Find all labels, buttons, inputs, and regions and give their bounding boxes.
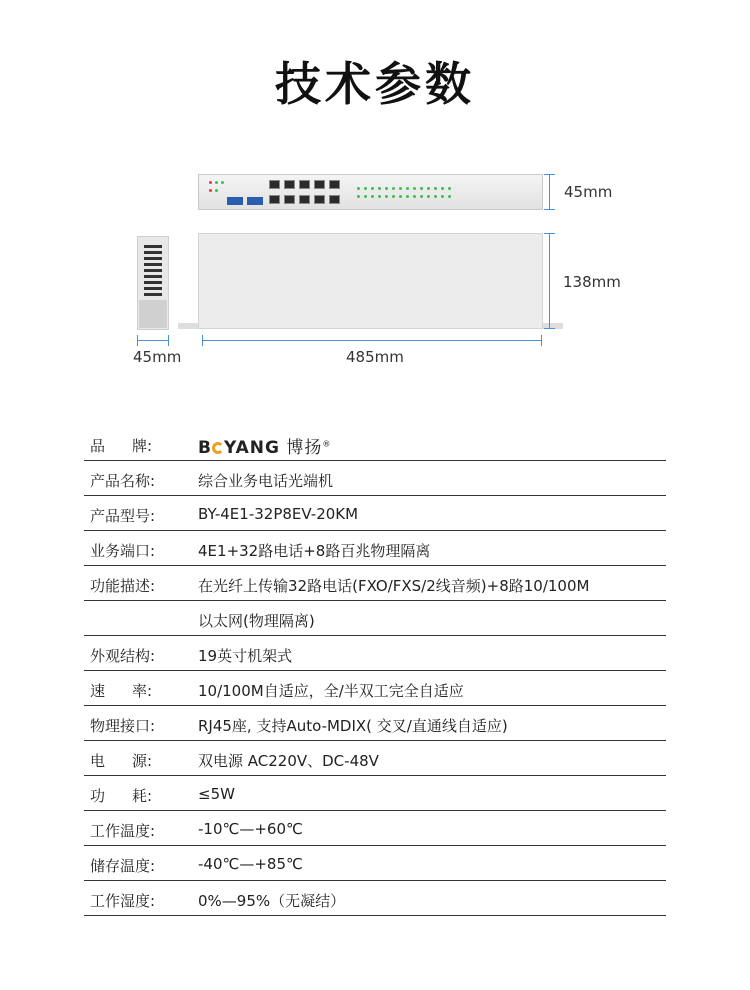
- depth-label: 138mm: [563, 273, 621, 291]
- spec-label-char: 品: [90, 437, 106, 455]
- status-led: [215, 181, 218, 184]
- spec-label-char: 源:: [131, 752, 152, 770]
- status-led: [378, 187, 381, 190]
- vent-slot: [144, 269, 162, 272]
- spec-value: 0%—95%（无凝结）: [198, 892, 346, 910]
- status-led: [420, 187, 423, 190]
- vent-slot: [144, 281, 162, 284]
- spec-value: 4E1+32路电话+8路百兆物理隔离: [198, 542, 431, 560]
- spec-row: [84, 566, 666, 601]
- spec-row: [84, 496, 666, 531]
- spec-value: RJ45座, 支持Auto-MDIX( 交叉/直通线自适应): [198, 717, 508, 735]
- spec-label-char: 功: [90, 787, 106, 805]
- rj45-port: [299, 195, 310, 204]
- dimension-tick: [544, 209, 555, 210]
- rj45-port: [269, 195, 280, 204]
- spec-value: -10℃—+60℃: [198, 820, 303, 838]
- spec-value: BY-4E1-32P8EV-20KM: [198, 505, 359, 523]
- dimension-tick: [544, 233, 555, 234]
- status-led: [413, 187, 416, 190]
- device-top-view: [198, 233, 543, 329]
- status-led: [209, 181, 212, 184]
- vent-slot: [144, 263, 162, 266]
- status-led: [392, 187, 395, 190]
- spec-row: [84, 741, 666, 776]
- brand-logo-text: B: [198, 438, 212, 458]
- dimension-tick: [544, 328, 555, 329]
- status-led: [357, 195, 360, 198]
- rj45-port: [314, 180, 325, 189]
- spec-label: [90, 785, 152, 806]
- side-width-label: 45mm: [133, 348, 182, 366]
- rj45-port: [284, 195, 295, 204]
- status-led: [413, 195, 416, 198]
- front-height-label: 45mm: [564, 183, 613, 201]
- status-led: [364, 195, 367, 198]
- vent-slot: [144, 245, 162, 248]
- vent-slot: [144, 257, 162, 260]
- dimension-tick: [168, 335, 169, 346]
- spec-value: ≤5W: [198, 785, 235, 803]
- spec-row-brand: [84, 426, 666, 461]
- rj45-port: [299, 180, 310, 189]
- spec-label: 储存温度:: [90, 857, 156, 875]
- rj45-port: [329, 180, 340, 189]
- spec-label: 工作温度:: [90, 822, 156, 840]
- spec-row: [84, 636, 666, 671]
- spec-row: [84, 671, 666, 706]
- registered-mark: ®: [322, 439, 332, 449]
- page-title: 技术参数: [275, 57, 475, 111]
- dimension-tick: [202, 335, 203, 346]
- spec-label: 工作湿度:: [90, 892, 156, 910]
- sfp-port: [227, 197, 243, 205]
- status-led: [434, 187, 437, 190]
- status-led: [364, 187, 367, 190]
- spec-value: -40℃—+85℃: [198, 855, 303, 873]
- spec-value: 以太网(物理隔离): [198, 612, 315, 630]
- spec-label: 产品名称:: [90, 472, 156, 490]
- status-led: [434, 195, 437, 198]
- status-led: [427, 187, 430, 190]
- spec-value: 在光纤上传输32路电话(FXO/FXS/2线音频)+8路10/100M: [198, 577, 590, 595]
- brand-logo-text: YANG: [223, 438, 280, 458]
- spec-row: [84, 461, 666, 496]
- dimension-line: [137, 340, 169, 341]
- status-led: [221, 181, 224, 184]
- vent-slot: [144, 293, 162, 296]
- spec-row: [84, 881, 666, 916]
- status-led: [378, 195, 381, 198]
- width-label: 485mm: [346, 348, 404, 366]
- spec-label: 业务端口:: [90, 542, 156, 560]
- spec-value: 综合业务电话光端机: [198, 472, 334, 490]
- spec-row: [84, 811, 666, 846]
- status-led: [371, 187, 374, 190]
- status-led: [420, 195, 423, 198]
- status-led: [406, 187, 409, 190]
- spec-label-char: 电: [90, 752, 106, 770]
- vent-slot: [144, 287, 162, 290]
- spec-label: 产品型号:: [90, 507, 156, 525]
- status-led: [209, 189, 212, 192]
- status-led: [448, 195, 451, 198]
- mounting-ear: [139, 300, 167, 328]
- spec-label-char: 耗:: [131, 787, 152, 805]
- spec-label: [90, 680, 152, 701]
- dimension-line: [202, 340, 542, 341]
- rj45-port: [329, 195, 340, 204]
- brand-logo-mark: [212, 442, 224, 454]
- spec-label-char: 速: [90, 682, 106, 700]
- spec-value: 双电源 AC220V、DC-48V: [198, 752, 379, 770]
- status-led: [371, 195, 374, 198]
- spec-label-char: 率:: [131, 682, 152, 700]
- status-led: [448, 187, 451, 190]
- vent-slot: [144, 251, 162, 254]
- spec-label: [90, 435, 152, 456]
- status-led: [357, 187, 360, 190]
- status-led: [427, 195, 430, 198]
- status-led: [215, 189, 218, 192]
- status-led: [406, 195, 409, 198]
- spec-row: [84, 531, 666, 566]
- status-led: [399, 195, 402, 198]
- dimension-tick: [137, 335, 138, 346]
- brand-logo: [198, 433, 331, 458]
- rj45-port: [284, 180, 295, 189]
- spec-row: [84, 601, 666, 636]
- spec-row: [84, 846, 666, 881]
- vent-slot: [144, 275, 162, 278]
- rj45-port: [269, 180, 280, 189]
- spec-row: [84, 776, 666, 811]
- spec-label: 外观结构:: [90, 647, 156, 665]
- rj45-port: [314, 195, 325, 204]
- status-led: [441, 187, 444, 190]
- dimension-line: [549, 174, 550, 210]
- spec-value: 19英寸机架式: [198, 647, 293, 665]
- status-led: [385, 195, 388, 198]
- spec-label: 物理接口:: [90, 717, 156, 735]
- spec-label: 功能描述:: [90, 577, 156, 595]
- spec-label-char: 牌:: [131, 437, 152, 455]
- sfp-port: [247, 197, 263, 205]
- brand-chinese-name: 博扬: [286, 438, 323, 458]
- spec-label: [90, 750, 152, 771]
- status-led: [392, 195, 395, 198]
- dimension-tick: [541, 335, 542, 346]
- dimension-tick: [544, 174, 555, 175]
- spec-table: [84, 426, 666, 916]
- spec-row: [84, 706, 666, 741]
- spec-value: 10/100M自适应，全/半双工完全自适应: [198, 682, 464, 700]
- dimension-line: [549, 233, 550, 329]
- device-front-panel: [198, 174, 543, 210]
- status-led: [441, 195, 444, 198]
- status-led: [399, 187, 402, 190]
- status-led: [385, 187, 388, 190]
